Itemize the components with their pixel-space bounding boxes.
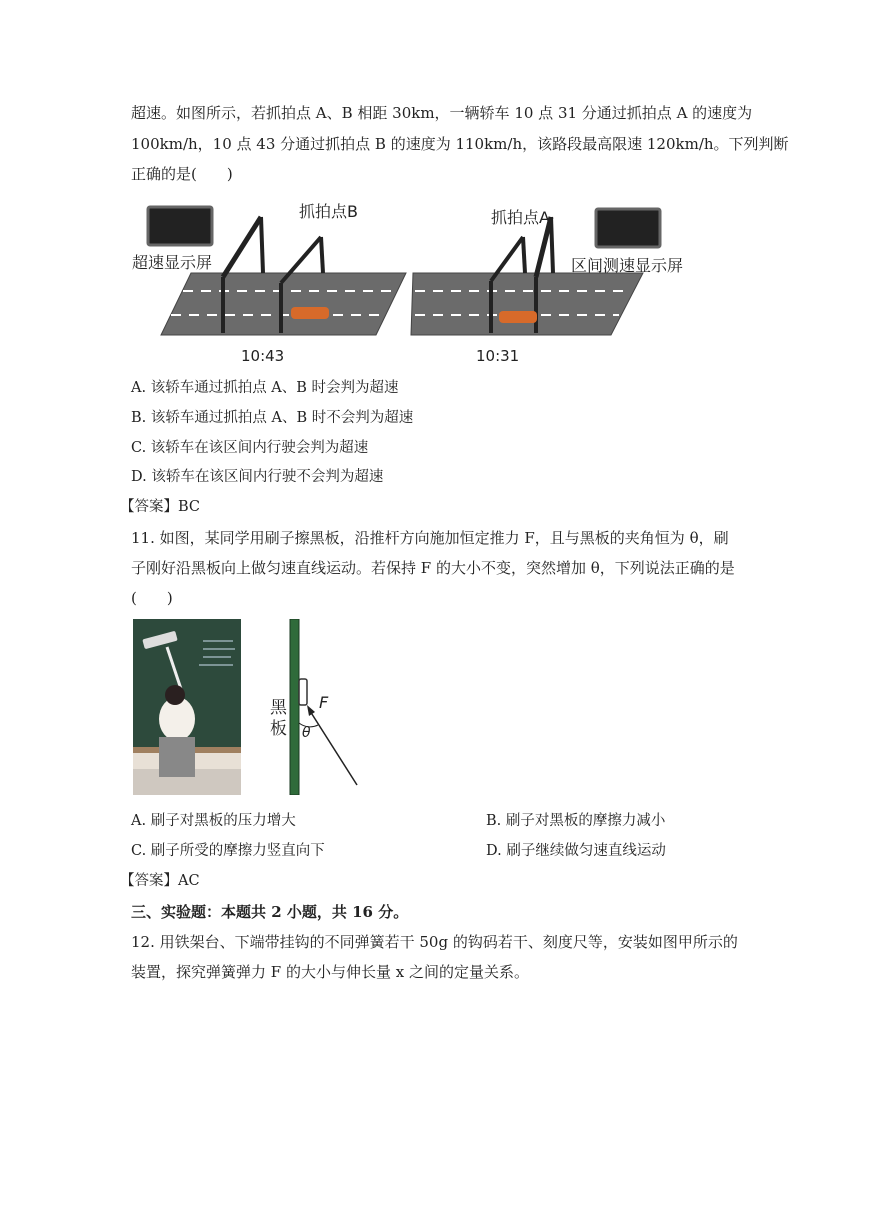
q11-option-d: D. 刷子继续做匀速直线运动 [486,843,666,859]
q10-option-d: D. 该轿车在该区间内行驶不会判为超速 [131,469,384,485]
brush-force-diagram [262,619,362,795]
q11-line-1: 11. 如图，某同学用刷子擦黑板，沿推杆方向施加恒定推力 F，且与黑板的夹角恒为 θ，刷 [131,529,729,547]
brush-block [299,679,307,705]
interval-screen-label: 区间测速显示屏 [571,256,684,275]
speed-camera-figure [131,195,711,370]
q10-option-c: C. 该轿车在该区间内行驶会判为超速 [131,440,369,456]
q10-line-1: 超速。如图所示，若抓拍点 A、B 相距 30km，一辆轿车 10 点 31 分通过抓拍点 A 的速度为 [131,104,753,122]
angle-label: θ [302,725,311,741]
q10-answer: 【答案】BC [120,499,201,515]
speed-camera-diagram [131,195,711,370]
force-arrowhead [307,705,315,716]
board-label-1: 黑 [270,698,287,718]
board-label-2: 板 [270,719,287,739]
q11-option-c: C. 刷子所受的摩擦力竖直向下 [131,843,325,859]
q12-line-1: 12. 用铁架台、下端带挂钩的不同弹簧若干 50g 的钩码若干、刻度尺等，安装如图甲所示的 [131,933,738,951]
q10-option-b: B. 该轿车通过抓拍点 A、B 时不会判为超速 [131,410,414,426]
speed-screen-left [148,207,212,245]
time-left: 10:43 [241,347,285,365]
blackboard-edge [290,619,299,795]
q12-line-2: 装置，探究弹簧弹力 F 的大小与伸长量 x 之间的定量关系。 [131,963,529,981]
q10-line-3: 正确的是( ) [131,165,233,183]
blackboard-photo [133,619,241,795]
camera-a-label: 抓拍点A [491,208,550,227]
force-line [310,711,357,785]
road-right [411,273,643,335]
q11-option-a: A. 刷子对黑板的压力增大 [131,813,296,829]
force-label: F [319,693,329,712]
q11-line-3: ( ) [131,589,173,607]
q11-line-2: 子刚好沿黑板向上做匀速直线运动。若保持 F 的大小不变，突然增加 θ，下列说法正确的是 [131,559,735,577]
overspeed-screen-label: 超速显示屏 [132,253,213,272]
q10-option-a: A. 该轿车通过抓拍点 A、B 时会判为超速 [131,380,399,396]
blackboard-photo-image [133,619,241,795]
q10-line-2: 100km/h，10 点 43 分通过抓拍点 B 的速度为 110km/h，该路段最高限速 120km/h。下列判断 [131,135,789,153]
camera-b-label: 抓拍点B [299,202,358,221]
car-left [291,307,329,319]
speed-screen-right [596,209,660,247]
time-right: 10:31 [476,347,520,365]
q11-answer: 【答案】AC [120,873,200,889]
q11-option-b: B. 刷子对黑板的摩擦力减小 [486,813,666,829]
section-3-title: 三、实验题：本题共 2 小题，共 16 分。 [131,903,409,921]
car-right [499,311,537,323]
